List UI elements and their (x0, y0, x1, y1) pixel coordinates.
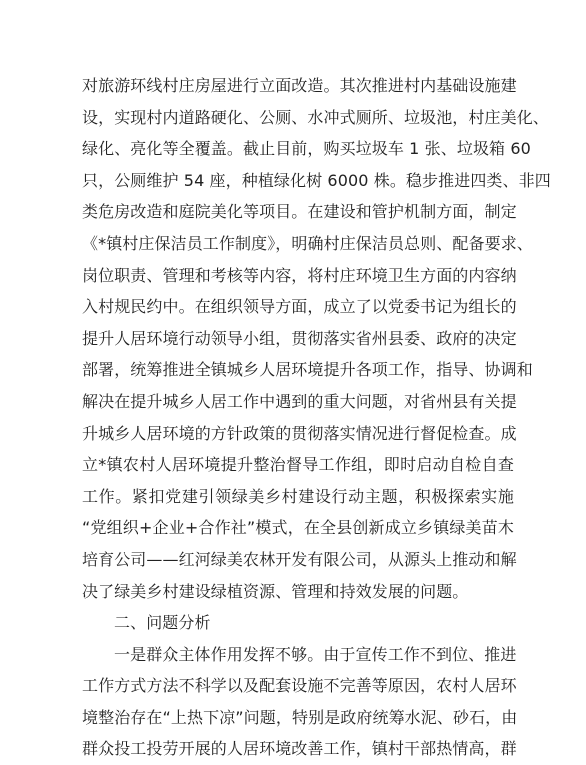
paragraph-line: 设，实现村内道路硬化、公厕、水冲式厕所、垃圾池，村庄美化、 (82, 107, 549, 127)
document-body (82, 70, 551, 765)
paragraph-line: 工作方式方法不科学以及配套设施不完善等原因，农村人居环 (82, 676, 517, 696)
paragraph-line: 工作。紧扣党建引领绿美乡村建设行动主题，积极探索实施 (82, 486, 514, 506)
paragraph-line: 《*镇村庄保洁员工作制度》，明确村庄保洁员总则、配备要求、 (82, 233, 533, 253)
paragraph-line: 群众投工投劳开展的人居环境改善工作，镇村干部热情高，群 (82, 739, 517, 759)
paragraph-line: 解决在提升城乡人居工作中遇到的重大问题，对省州县有关提 (82, 391, 517, 411)
paragraph-line: 只，公厕维护 54 座，种植绿化树 6000 株。稳步推进四类、非四 (82, 170, 551, 190)
paragraph-line: 类危房改造和庭院美化等项目。在建设和管护机制方面，制定 (82, 202, 517, 222)
paragraph-line: 入村规民约中。在组织领导方面，成立了以党委书记为组长的 (82, 297, 517, 317)
paragraph-line: “党组织+企业+合作社”模式，在全县创新成立乡镇绿美苗木 (82, 518, 514, 538)
paragraph-line: 部署，统筹推进全镇城乡人居环境提升各项工作，指导、协调和 (82, 360, 533, 380)
paragraph-line: 立*镇农村人居环境提升整治督导工作组，即时启动自检自查 (82, 455, 514, 475)
section-heading: 二、问题分析 (114, 613, 211, 633)
paragraph-line: 培育公司——红河绿美农林开发有限公司，从源头上推动和解 (82, 549, 517, 569)
paragraph-line: 绿化、亮化等全覆盖。截止目前，购买垃圾车 1 张、垃圾箱 60 (82, 139, 531, 159)
paragraph-first-line: 一是群众主体作用发挥不够。由于宣传工作不到位、推进 (114, 644, 517, 664)
paragraph-line: 提升人居环境行动领导小组，贯彻落实省州县委、政府的决定 (82, 328, 517, 348)
paragraph-line: 境整治存在“上热下凉”问题，特别是政府统筹水泥、砂石，由 (82, 707, 518, 727)
paragraph-line: 岗位职责、管理和考核等内容，将村庄环境卫生方面的内容纳 (82, 265, 517, 285)
paragraph-line: 升城乡人居环境的方针政策的贯彻落实情况进行督促检查。成 (82, 423, 517, 443)
paragraph-last-line: 决了绿美乡村建设绿植资源、管理和持效发展的问题。 (82, 581, 469, 601)
paragraph-line: 对旅游环线村庄房屋进行立面改造。其次推进村内基础设施建 (82, 76, 517, 95)
